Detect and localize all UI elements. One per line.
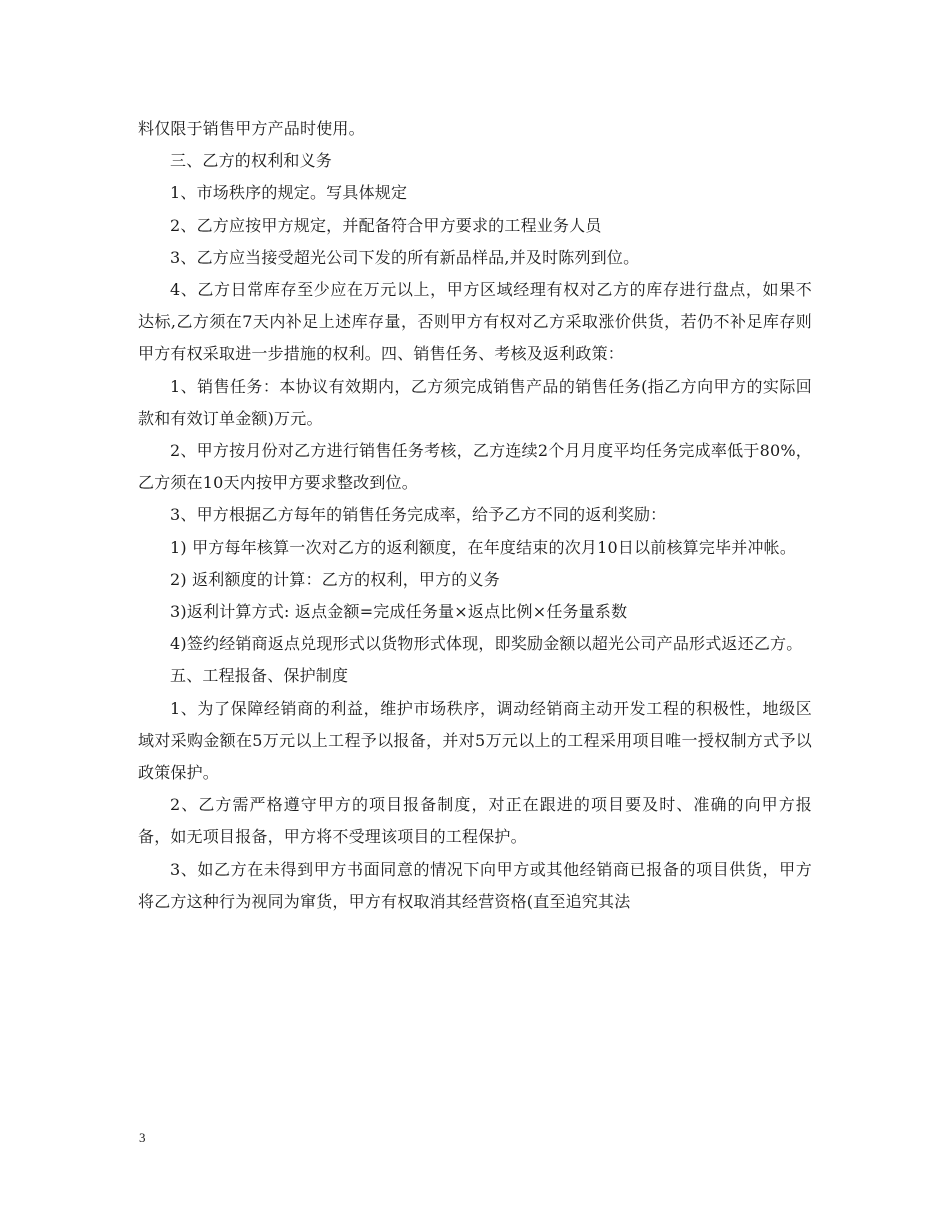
section-heading-5: 五、工程报备、保护制度 [170,666,349,686]
paragraph-7: 2、甲方按月份对乙方进行销售任务考核，乙方连续2个月月度平均任务完成率低于80%，乙方须在10天内按甲方要求整改到位。 [138,441,812,493]
paragraph-6: 1、销售任务：本协议有效期内，乙方须完成销售产品的销售任务(指乙方向甲方的实际回款和有效订单金额)万元。 [138,376,812,428]
paragraph-3: 2、乙方应按甲方规定，并配备符合甲方要求的工程业务人员 [170,215,602,235]
paragraph-2: 1、市场秩序的规定。写具体规定 [170,183,408,203]
section-heading-3: 三、乙方的权利和义务 [170,151,333,171]
paragraph-4: 3、乙方应当接受超光公司下发的所有新品样品,并及时陈列到位。 [170,247,640,267]
paragraph-15: 2、乙方需严格遵守甲方的项目报备制度，对正在跟进的项目要及时、准确的向甲方报备，如无项目报备，甲方将不受理该项目的工程保护。 [138,795,812,847]
paragraph-9: 1) 甲方每年核算一次对乙方的返利额度，在年度结束的次月10日以前核算完毕并冲帐。 [170,537,797,557]
paragraph-16: 3、如乙方在未得到甲方书面同意的情况下向甲方或其他经销商已报备的项目供货，甲方将乙方这种行为视同为窜货，甲方有权取消其经营资格(直至追究其法 [138,859,812,911]
paragraph-5: 4、乙方日常库存至少应在万元以上，甲方区域经理有权对乙方的库存进行盘点，如果不达标,乙方须在7天内补足上述库存量，否则甲方有权对乙方采取涨价供货，若仍不补足库存则甲方有权采取进一步措施的权利。四、销售任务、考核及返利政策： [138,280,812,364]
paragraph-12: 4)签约经销商返点兑现形式以货物形式体现，即奖励金额以超光公司产品形式返还乙方。 [170,634,803,654]
paragraph-8: 3、甲方根据乙方每年的销售任务完成率，给予乙方不同的返利奖励： [170,505,667,525]
paragraph-10: 2) 返利额度的计算：乙方的权利，甲方的义务 [170,569,500,589]
paragraph-14: 1、为了保障经销商的利益，维护市场秩序，调动经销商主动开发工程的积极性，地级区域对采购金额在5万元以上工程予以报备，并对5万元以上的工程采用项目唯一授权制方式予以政策保护。 [138,698,812,783]
paragraph-11: 3)返利计算方式: 返点金额=完成任务量×返点比例×任务量系数 [170,602,628,622]
paragraph-0: 料仅限于销售甲方产品时使用。 [138,119,365,138]
document-body [138,113,812,918]
page-number: 3 [139,1130,146,1145]
